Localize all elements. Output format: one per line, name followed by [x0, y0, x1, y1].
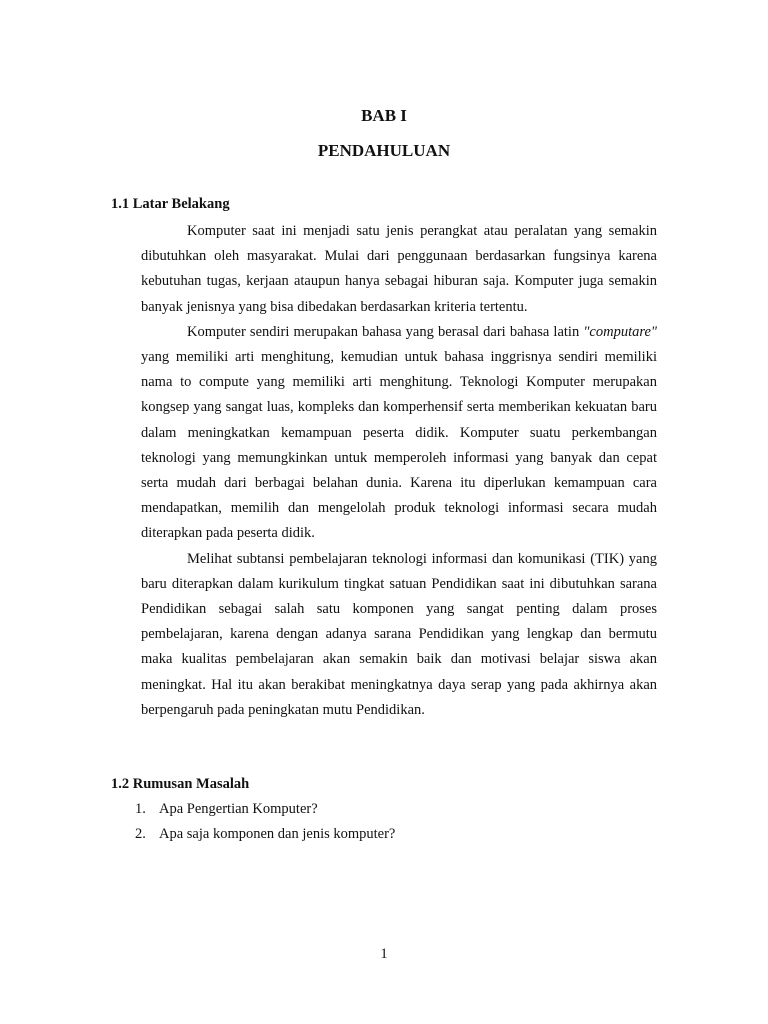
list-item [135, 797, 395, 822]
list-item [135, 822, 395, 847]
list-item-text: Apa saja komponen dan jenis komputer? [159, 826, 396, 843]
paragraph-2 [141, 320, 657, 547]
paragraph-2-rest: yang memiliki arti menghitung, kemudian untuk bahasa inggrisnya sendiri memiliki nama to compute yang memiliki arti menghitung. Teknologi Komputer merupakan kongsep yang sangat luas, kompleks dan komperhensif serta memberikan kekuatan baru dalam meningkatkan kemampuan peserta didik. Komputer suatu perkembangan teknologi yang memungkinkan untuk memperoleh informasi yang banyak dan cepat serta mudah dari berbagai belahan dunia. Karena itu diperlukan kemampuan cara mendapatkan, memilih dan mengelolah produk teknologi informasi secara mudah diterapkan pada peserta didik. [141, 349, 657, 542]
chapter-number: BAB I [361, 106, 407, 125]
list-item-text: Apa Pengertian Komputer? [159, 801, 318, 817]
paragraph-2-term: "computare" [583, 323, 657, 340]
section-heading-background: 1.1 Latar Belakang [111, 196, 230, 212]
chapter-title: PENDAHULUAN [317, 141, 451, 160]
paragraph-1: Komputer saat ini menjadi satu jenis perangkat atau peralatan yang semakin dibutuhkan oleh masyarakat. Mulai dari penggunaan berdasarkan fungsinya karena kebutuhan tugas, kerjaan ataupun hanya sebagai hiburan saja. Komputer juga semakin banyak jenisnya yang bisa dibedakan berdasarkan kriteria tertentu. [141, 223, 657, 315]
paragraph-2-lead: Komputer sendiri merupakan bahasa yang berasal dari bahasa latin [187, 323, 580, 340]
problem-list [135, 797, 395, 847]
section-heading-problem: 1.2 Rumusan Masalah [111, 776, 250, 792]
paragraph-3: Melihat subtansi pembelajaran teknologi informasi dan komunikasi (TIK) yang baru diterapkan dalam kurikulum tingkat satuan Pendidikan saat ini dibutuhkan sarana Pendidikan sebagai salah satu komponen yang sangat penting dalam proses pembelajaran, karena dengan adanya sarana Pendidikan yang lengkap dan bermutu maka kualitas pembelajaran akan semakin baik dan motivasi belajar siswa akan meningkat. Hal itu akan berakibat meningkatnya daya serap yang pada akhirnya akan berpengaruh pada peningkatan mutu Pendidikan. [141, 550, 657, 718]
section-body-background [141, 219, 657, 723]
page-number: 1 [380, 946, 388, 962]
list-item-number: 1. [135, 801, 146, 817]
list-item-number: 2. [135, 826, 146, 843]
